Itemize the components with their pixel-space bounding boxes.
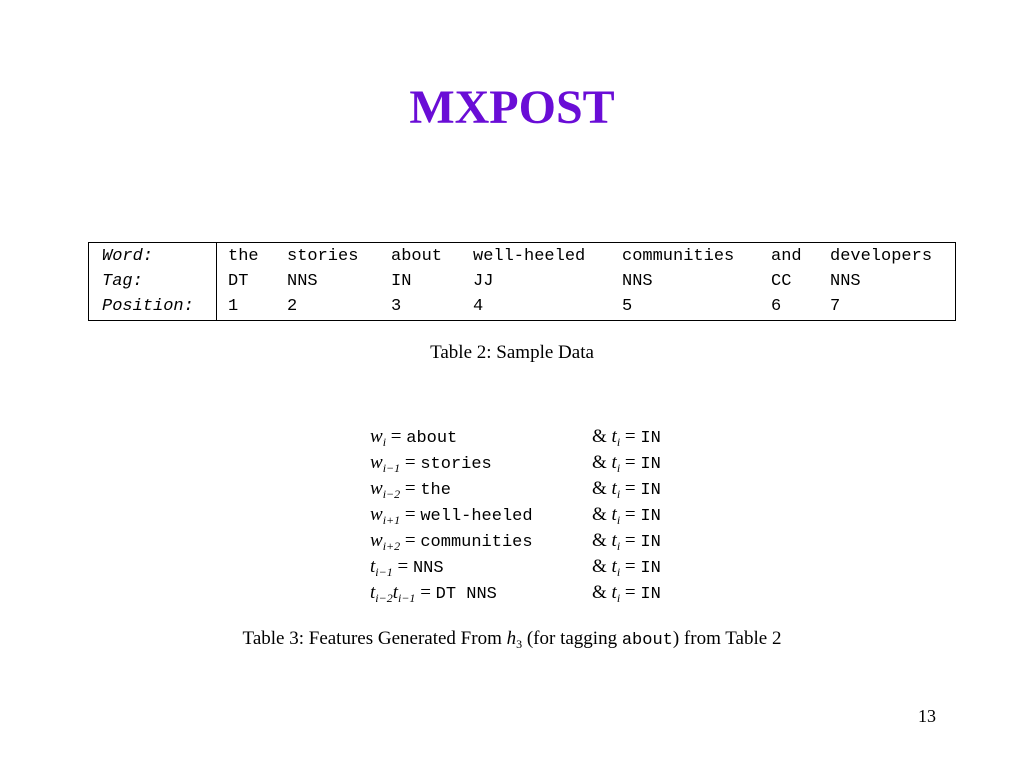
feature-sub: i−1 xyxy=(375,565,393,579)
position-cell: 3 xyxy=(391,297,402,316)
feature-sub: i−2 xyxy=(375,591,393,605)
rhs-eq: = xyxy=(624,582,636,603)
table3-caption xyxy=(0,628,1024,650)
slide-title: MXPOST xyxy=(409,81,615,134)
rhs-eq: = xyxy=(624,530,636,551)
feature-value: NNS xyxy=(412,559,444,578)
rhs-value: IN xyxy=(640,481,661,500)
header-word: Word: xyxy=(102,247,154,266)
tag-cell: JJ xyxy=(473,272,494,291)
amp: & xyxy=(592,426,607,447)
rhs-value: IN xyxy=(640,533,661,552)
feature-sub: i−2 xyxy=(382,487,401,501)
rhs-sub: i xyxy=(616,591,621,605)
feature-value: communities xyxy=(420,533,533,552)
caption-code: about xyxy=(621,631,673,650)
sample-data-table xyxy=(88,242,956,321)
feature-var: w xyxy=(370,478,383,499)
word-cell: well-heeled xyxy=(473,247,586,266)
rhs-sub: i xyxy=(616,565,621,579)
feature-value: about xyxy=(406,429,458,448)
rhs-sub: i xyxy=(616,513,621,527)
rhs-value: IN xyxy=(640,455,661,474)
caption-text: Table 3: Features Generated From xyxy=(242,628,507,649)
word-cell: stories xyxy=(287,247,359,266)
word-cell: the xyxy=(228,247,259,266)
rhs-var: t xyxy=(611,504,617,525)
tag-cell: IN xyxy=(391,272,412,291)
header-position: Position: xyxy=(102,297,194,316)
feature-value: well-heeled xyxy=(420,507,533,526)
caption-h-sub: 3 xyxy=(516,637,523,651)
rhs-var: t xyxy=(611,556,617,577)
rhs-eq: = xyxy=(624,452,636,473)
rhs-sub: i xyxy=(616,435,621,449)
feature-var: t xyxy=(370,582,376,603)
tag-cell: CC xyxy=(771,272,792,291)
position-cell: 7 xyxy=(830,297,841,316)
amp: & xyxy=(592,478,607,499)
word-cell: about xyxy=(391,247,443,266)
position-cell: 5 xyxy=(622,297,633,316)
rhs-sub: i xyxy=(616,539,621,553)
rhs-sub: i xyxy=(616,487,621,501)
tag-cell: DT xyxy=(228,272,249,291)
feature-value: stories xyxy=(420,455,492,474)
rhs-eq: = xyxy=(624,478,636,499)
rhs-var: t xyxy=(611,452,617,473)
caption-h-var: h xyxy=(506,628,517,649)
feature-value: the xyxy=(420,481,451,500)
rhs-value: IN xyxy=(640,507,661,526)
position-cell: 2 xyxy=(287,297,298,316)
feature-var: w xyxy=(370,504,383,525)
rhs-var: t xyxy=(611,478,617,499)
rhs-value: IN xyxy=(640,429,661,448)
feature-sub: i xyxy=(382,435,387,449)
amp: & xyxy=(592,582,607,603)
word-cell: communities xyxy=(622,247,735,266)
amp: & xyxy=(592,452,607,473)
table2-caption: Table 2: Sample Data xyxy=(430,342,594,363)
word-cell: and xyxy=(771,247,802,266)
feature-sub: i+1 xyxy=(382,513,401,527)
position-cell: 6 xyxy=(771,297,782,316)
feature-sub2: i−1 xyxy=(398,591,416,605)
rhs-value: IN xyxy=(640,559,661,578)
feature-sub: i−1 xyxy=(382,461,401,475)
rhs-eq: = xyxy=(624,504,636,525)
tag-cell: NNS xyxy=(830,272,861,291)
caption-text: (for tagging xyxy=(522,628,622,649)
tag-cell: NNS xyxy=(622,272,653,291)
rhs-var: t xyxy=(611,530,617,551)
rhs-eq: = xyxy=(624,426,636,447)
rhs-var: t xyxy=(611,426,617,447)
caption-text: ) from Table 2 xyxy=(672,628,782,649)
feature-sub: i+2 xyxy=(382,539,401,553)
feature-var: w xyxy=(370,452,383,473)
rhs-var: t xyxy=(611,582,617,603)
feature-var2: t xyxy=(392,582,398,603)
word-cell: developers xyxy=(830,247,933,266)
header-tag: Tag: xyxy=(102,272,143,291)
feature-value: DT NNS xyxy=(435,585,497,604)
position-cell: 4 xyxy=(473,297,484,316)
table-divider xyxy=(216,243,217,320)
feature-var: w xyxy=(370,530,383,551)
amp: & xyxy=(592,530,607,551)
feature-var: t xyxy=(370,556,376,577)
feature-var: w xyxy=(370,426,383,447)
tag-cell: NNS xyxy=(287,272,318,291)
amp: & xyxy=(592,504,607,525)
rhs-value: IN xyxy=(640,585,661,604)
position-cell: 1 xyxy=(228,297,239,316)
page-number: 13 xyxy=(918,706,936,726)
amp: & xyxy=(592,556,607,577)
rhs-eq: = xyxy=(624,556,636,577)
rhs-sub: i xyxy=(616,461,621,475)
